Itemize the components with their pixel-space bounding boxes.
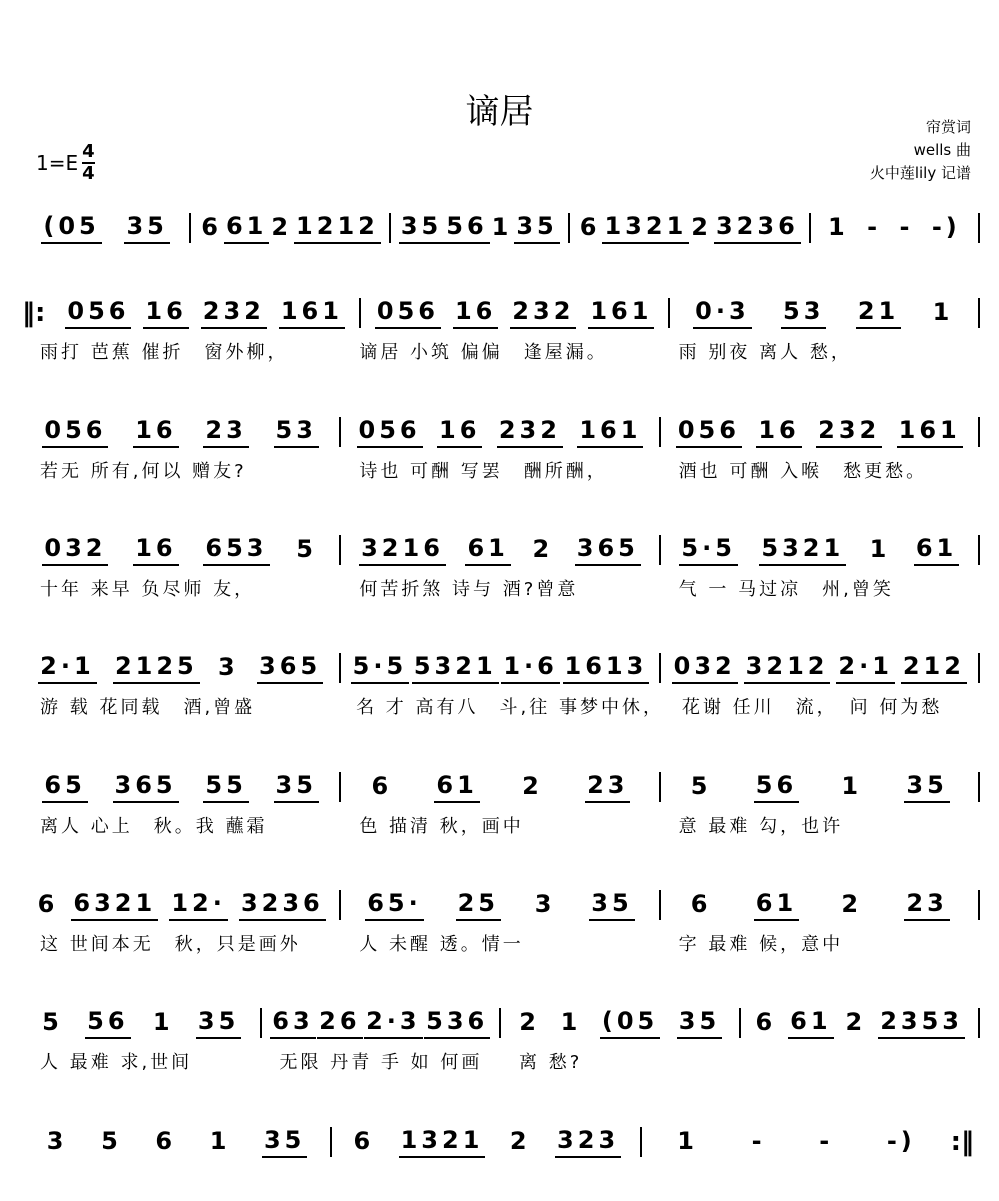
- note-group: 5·5: [351, 652, 410, 684]
- note-group: 1321: [399, 1126, 486, 1158]
- note-group: 5: [101, 1127, 122, 1155]
- note-group: 35: [399, 212, 444, 244]
- lyric-measure: 气 一 马过凉 州,曾笑: [678, 579, 894, 600]
- measure: [22, 652, 339, 684]
- notes-row: [22, 415, 980, 449]
- score-line: [22, 211, 980, 245]
- note-group: 61: [224, 212, 269, 244]
- lyric-measure: 若无 所有,何以 赠友?: [40, 461, 247, 482]
- measure: [661, 889, 978, 921]
- measure: [341, 771, 658, 803]
- note-group: 63: [270, 1007, 315, 1039]
- note-group: 2: [532, 535, 554, 563]
- composer: wells 曲: [913, 141, 971, 159]
- note-group: 1321: [602, 212, 689, 244]
- note-group: 5·5: [679, 534, 738, 566]
- note-group: 161: [279, 297, 345, 329]
- note-group: 232: [201, 297, 267, 329]
- note-group: 61: [754, 889, 799, 921]
- note-group: (05: [41, 212, 101, 244]
- lyric-measure: 人 最难 求,世间: [40, 1052, 193, 1073]
- lyric-measure: 游 载 花同载 酒,曾盛: [40, 697, 256, 718]
- lyrics-row: [22, 457, 980, 483]
- note-group: 161: [588, 297, 654, 329]
- note-group: 0·3: [693, 297, 752, 329]
- lyric-measure: 离人 心上 秋。我 蘸霜: [40, 816, 268, 837]
- lyric-measure: 花谢 任川 流， 问 何为愁: [681, 697, 943, 718]
- note-group: 1: [491, 213, 513, 241]
- measure: [191, 212, 389, 244]
- lyrics-row: [22, 338, 980, 364]
- lyric-measure: 谪居 小筑 偏偏 逢屋漏。: [359, 342, 608, 363]
- notes-row: [22, 296, 980, 330]
- note-group: 25: [456, 889, 501, 921]
- measure: [22, 1126, 330, 1158]
- measure: [361, 297, 669, 329]
- note-group: 35: [589, 889, 634, 921]
- measure: [22, 534, 339, 566]
- note-group: 12·: [169, 889, 228, 921]
- notes-row: [22, 888, 980, 922]
- lyric-measure: 色 描清 秋，画中: [359, 816, 524, 837]
- key-signature: [36, 142, 95, 184]
- lyric-measure: 这 世间本无 秋，只是画外: [40, 934, 301, 955]
- measure: [262, 1007, 500, 1039]
- note-group: 536: [424, 1007, 490, 1039]
- bar-line: [978, 298, 980, 328]
- lyric-measure: 酒也 可酬 入喉 愁更愁。: [678, 461, 928, 482]
- note-group: 6: [579, 213, 601, 241]
- note-group: -: [899, 213, 914, 241]
- bar-line: [978, 653, 980, 683]
- note-group: 35: [677, 1007, 722, 1039]
- note-group: 6: [155, 1127, 177, 1155]
- note-group: -: [867, 213, 882, 241]
- note-group: 2·1: [38, 652, 97, 684]
- note-group: 1: [152, 1008, 174, 1036]
- note-group: 16: [453, 297, 498, 329]
- note-group: 2·3: [364, 1007, 423, 1039]
- note-group: 6: [353, 1127, 375, 1155]
- bar-line: [978, 890, 980, 920]
- key-label: 1=E: [36, 151, 79, 175]
- note-group: 3216: [359, 534, 446, 566]
- score-line: [22, 1125, 980, 1159]
- score-line: [22, 770, 980, 838]
- measure: [661, 534, 978, 566]
- note-group: 2·1: [836, 652, 895, 684]
- notes-row: [22, 651, 980, 685]
- bar-line: [978, 417, 980, 447]
- measure: [341, 889, 658, 921]
- bar-line: [978, 213, 980, 243]
- time-signature: [82, 142, 95, 184]
- measure: [22, 416, 339, 448]
- note-group: 35: [196, 1007, 241, 1039]
- lyric-measure: 意 最难 勾，也许: [678, 816, 844, 837]
- note-group: 2125: [113, 652, 200, 684]
- note-group: 5321: [412, 652, 499, 684]
- note-group: 3: [218, 653, 239, 681]
- note-group: 056: [65, 297, 131, 329]
- repeat-start-sign: ‖:: [22, 298, 46, 328]
- note-group: 61: [465, 534, 510, 566]
- note-group: 65·: [365, 889, 424, 921]
- measure: [341, 416, 658, 448]
- notes-row: [22, 770, 980, 804]
- time-top: 4: [82, 141, 95, 162]
- note-group: 16: [143, 297, 188, 329]
- note-group: 161: [577, 416, 643, 448]
- note-group: 16: [437, 416, 482, 448]
- song-title: 谪居: [465, 92, 534, 132]
- note-group: 2: [522, 772, 543, 800]
- measure: [661, 652, 978, 684]
- note-group: 653: [203, 534, 269, 566]
- lyric-measure: 名 才 高有八 斗,往 事梦中休，: [356, 697, 664, 718]
- repeat-end-sign: :‖: [950, 1127, 975, 1157]
- note-group: 23: [585, 771, 630, 803]
- note-group: 056: [42, 416, 108, 448]
- measure: [22, 771, 339, 803]
- measure: [670, 297, 978, 329]
- note-group: 212: [901, 652, 967, 684]
- note-group: 56: [444, 212, 489, 244]
- note-group: 5: [690, 772, 712, 800]
- note-group: 1: [841, 772, 863, 800]
- bar-line: [978, 772, 980, 802]
- note-group: 3: [46, 1127, 68, 1155]
- lyricist: 帘赏词: [925, 118, 971, 136]
- note-group: 56: [85, 1007, 130, 1039]
- note-group: 365: [113, 771, 179, 803]
- lyric-measure: 十年 来早 负尽师 友，: [40, 579, 256, 600]
- measure: [642, 1127, 950, 1157]
- note-group: 21: [856, 297, 901, 329]
- note-group: 53: [274, 416, 319, 448]
- note-group: 056: [676, 416, 742, 448]
- note-group: 61: [788, 1007, 833, 1039]
- measure: [811, 213, 978, 243]
- note-group: 2: [845, 1008, 867, 1036]
- note-group: 232: [497, 416, 563, 448]
- note-group: 5: [42, 1008, 63, 1036]
- note-group: 2: [841, 890, 863, 918]
- score-line: [22, 415, 980, 483]
- note-group: 1: [932, 298, 954, 326]
- note-group: 1: [560, 1008, 582, 1036]
- measure: [661, 416, 978, 448]
- note-group: 16: [133, 416, 178, 448]
- measure: [501, 1007, 739, 1039]
- note-group: 35: [904, 771, 949, 803]
- note-group: 2: [691, 213, 712, 241]
- notes-row: [22, 533, 980, 567]
- note-group: 3212: [744, 652, 831, 684]
- note-group: -: [751, 1127, 766, 1155]
- lyric-measure: [741, 1048, 981, 1074]
- note-group: 5: [296, 535, 317, 563]
- note-group: 161: [897, 416, 963, 448]
- credits: [870, 116, 971, 185]
- measure: [391, 212, 568, 244]
- note-group: 53: [781, 297, 826, 329]
- notes-row: [22, 1125, 980, 1159]
- lyric-measure: 无限 丹青 手 如 何画: [279, 1052, 483, 1073]
- note-group: 3236: [239, 889, 326, 921]
- time-bottom: 4: [82, 163, 95, 184]
- note-group: 1: [827, 213, 849, 241]
- note-group: 3: [534, 890, 556, 918]
- note-group: 032: [42, 534, 108, 566]
- note-group: 26: [317, 1007, 362, 1039]
- measure: [341, 652, 658, 684]
- note-group: 35: [262, 1126, 307, 1158]
- lyrics-row: [22, 1048, 980, 1074]
- measure: [22, 1007, 260, 1039]
- note-group: 6: [371, 772, 393, 800]
- note-group: 2: [271, 213, 293, 241]
- note-group: 61: [914, 534, 959, 566]
- measure: [341, 534, 658, 566]
- note-group: 16: [756, 416, 801, 448]
- note-group: 056: [375, 297, 441, 329]
- note-group: 6: [37, 890, 59, 918]
- note-group: 35: [124, 212, 169, 244]
- note-group: 6: [755, 1008, 777, 1036]
- note-group: 2353: [878, 1007, 965, 1039]
- measure: [51, 297, 359, 329]
- measure: [22, 889, 339, 921]
- lyrics-row: [22, 693, 980, 719]
- note-group: 65: [42, 771, 87, 803]
- note-group: 16: [133, 534, 178, 566]
- bar-line: [978, 535, 980, 565]
- measure: [332, 1126, 640, 1158]
- note-group: 2: [519, 1008, 540, 1036]
- lyric-measure: 离 愁?: [519, 1052, 583, 1073]
- lyric-measure: 何苦折煞 诗与 酒?曾意: [359, 579, 579, 600]
- measure: [22, 212, 189, 244]
- lyric-measure: 雨打 芭蕉 催折 窗外柳，: [40, 342, 289, 363]
- note-group: 3236: [714, 212, 801, 244]
- score-line: [22, 533, 980, 601]
- bar-line: [978, 1008, 980, 1038]
- note-group: 1: [869, 535, 891, 563]
- measure: [661, 771, 978, 803]
- lyric-measure: 字 最难 候，意中: [678, 934, 844, 955]
- note-group: 365: [575, 534, 641, 566]
- note-group: 1·6: [501, 652, 560, 684]
- measure: [570, 212, 809, 244]
- note-group: 23: [203, 416, 248, 448]
- lyric-measure: 雨 别夜 离人 愁，: [678, 342, 852, 363]
- score-line: [22, 1006, 980, 1074]
- score-line: [22, 296, 980, 364]
- note-group: 1: [209, 1127, 231, 1155]
- note-group: 6: [201, 213, 222, 241]
- notes-row: [22, 211, 980, 245]
- note-group: 1212: [294, 212, 381, 244]
- note-group: 61: [434, 771, 479, 803]
- lyrics-row: [22, 930, 980, 956]
- lyrics-row: [22, 575, 980, 601]
- note-group: 1613: [563, 652, 650, 684]
- score-line: [22, 651, 980, 719]
- note-group: 323: [555, 1126, 621, 1158]
- lyric-measure: 人 未醒 透。情一: [359, 934, 524, 955]
- note-group: 55: [203, 771, 248, 803]
- note-group: 23: [904, 889, 949, 921]
- note-group: 056: [357, 416, 423, 448]
- note-group: 1: [677, 1127, 698, 1155]
- measure: [741, 1007, 979, 1039]
- note-group: 6: [690, 890, 712, 918]
- note-group: 56: [754, 771, 799, 803]
- note-group: 35: [274, 771, 319, 803]
- note-group: 365: [257, 652, 323, 684]
- score-line: [22, 888, 980, 956]
- note-group: 232: [510, 297, 576, 329]
- lyrics-row: [22, 812, 980, 838]
- note-group: 2: [509, 1127, 531, 1155]
- transcriber: 火中莲lily 记谱: [869, 164, 971, 182]
- note-group: 232: [816, 416, 882, 448]
- note-group: -: [819, 1127, 834, 1155]
- lyric-measure: 诗也 可酬 写罢 酬所酬，: [359, 461, 608, 482]
- note-group: 6321: [71, 889, 158, 921]
- note-group: -): [886, 1127, 916, 1155]
- note-group: 032: [672, 652, 738, 684]
- note-group: -): [931, 213, 961, 241]
- note-group: 35: [514, 212, 559, 244]
- note-group: 5321: [759, 534, 846, 566]
- note-group: (05: [600, 1007, 660, 1039]
- notes-row: [22, 1006, 980, 1040]
